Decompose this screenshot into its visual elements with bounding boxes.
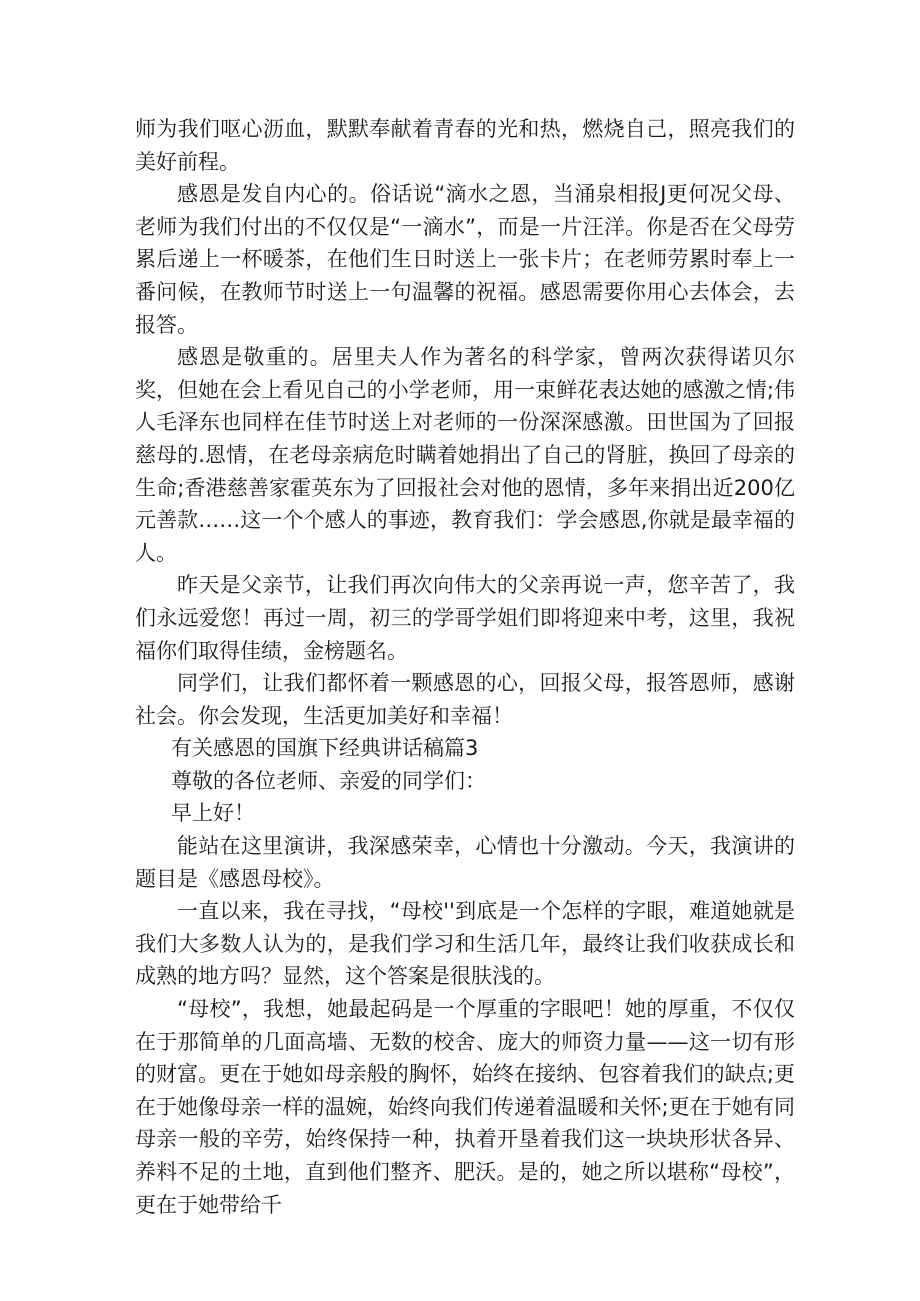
paragraph-fathers-day: 昨天是父亲节，让我们再次向伟大的父亲再说一声，您辛苦了，我们永远爱您！再过一周，初三的学哥学姐们即将迎来中考，这里，我祝福你们取得佳绩，金榜题名。 bbox=[135, 573, 795, 663]
document-body bbox=[135, 113, 795, 1221]
paragraph-continuation: 师为我们呕心沥血，默默奉献着青春的光和热，燃烧自己，照亮我们的美好前程。 bbox=[135, 117, 795, 174]
speech-title: 有关感恩的国旗下经典讲话稿篇3 bbox=[171, 736, 479, 761]
paragraph-speech-topic: 能站在这里演讲，我深感荣幸，心情也十分激动。今天，我演讲的题目是《感恩母校》。 bbox=[135, 834, 795, 891]
paragraph-gratitude-respect: 感恩是敬重的。居里夫人作为著名的科学家，曾两次获得诺贝尔奖，但她在会上看见自己的小学老师，用一束鲜花表达她的感激之情;伟人毛泽东也同样在佳节时送上对老师的一份深深感激。田世国为了回报慈母的.恩情，在老母亲病危时瞒着她捐出了自己的肾脏，换回了母亲的生命;香港慈善家霍英东为了回报社会对他的恩情，多年来捐出近200亿元善款……这一个个感人的事迹，教育我们：学会感恩,你就是最幸福的人。 bbox=[135, 345, 795, 565]
paragraph-searching: 一直以来，我在寻找，“母校''到底是一个怎样的字眼，难道她就是我们大多数人认为的，是我们学习和生活几年，最终让我们收获成长和成熟的地方吗？显然，这个答案是很肤浅的。 bbox=[135, 899, 795, 989]
paragraph-gratitude-from-heart: 感恩是发自内心的。俗话说“滴水之恩，当涌泉相报J更何况父母、老师为我们付出的不仅仅是“一滴水”，而是一片汪洋。你是否在父母劳累后递上一杯暖茶，在他们生日时送上一张卡片；在老师劳累时奉上一番问候，在教师节时送上一句温馨的祝福。感恩需要你用心去体会，去报答。 bbox=[135, 182, 795, 337]
salutation: 尊敬的各位老师、亲爱的同学们： bbox=[171, 768, 486, 793]
paragraph-closing: 同学们，让我们都怀着一颗感恩的心，回报父母，报答恩师，感谢社会。你会发现，生活更加美好和幸福！ bbox=[135, 671, 795, 728]
greeting: 早上好！ bbox=[171, 801, 255, 826]
paragraph-alma-mater: “母校”，我想，她最起码是一个厚重的字眼吧！她的厚重，不仅仅在于那简单的几面高墙、无数的校舍、庞大的师资力量——这一切有形的财富。更在于她如母亲般的胸怀，始终在接纳、包容着我们的缺点;更在于她像母亲一样的温婉，始终向我们传递着温暖和关怀;更在于她有同母亲一般的辛劳，始终保持一种，执着开垦着我们这一块块形状各异、养料不足的土地，直到他们整齐、肥沃。是的，她之所以堪称“母校”，更在于她带给千 bbox=[135, 997, 795, 1217]
